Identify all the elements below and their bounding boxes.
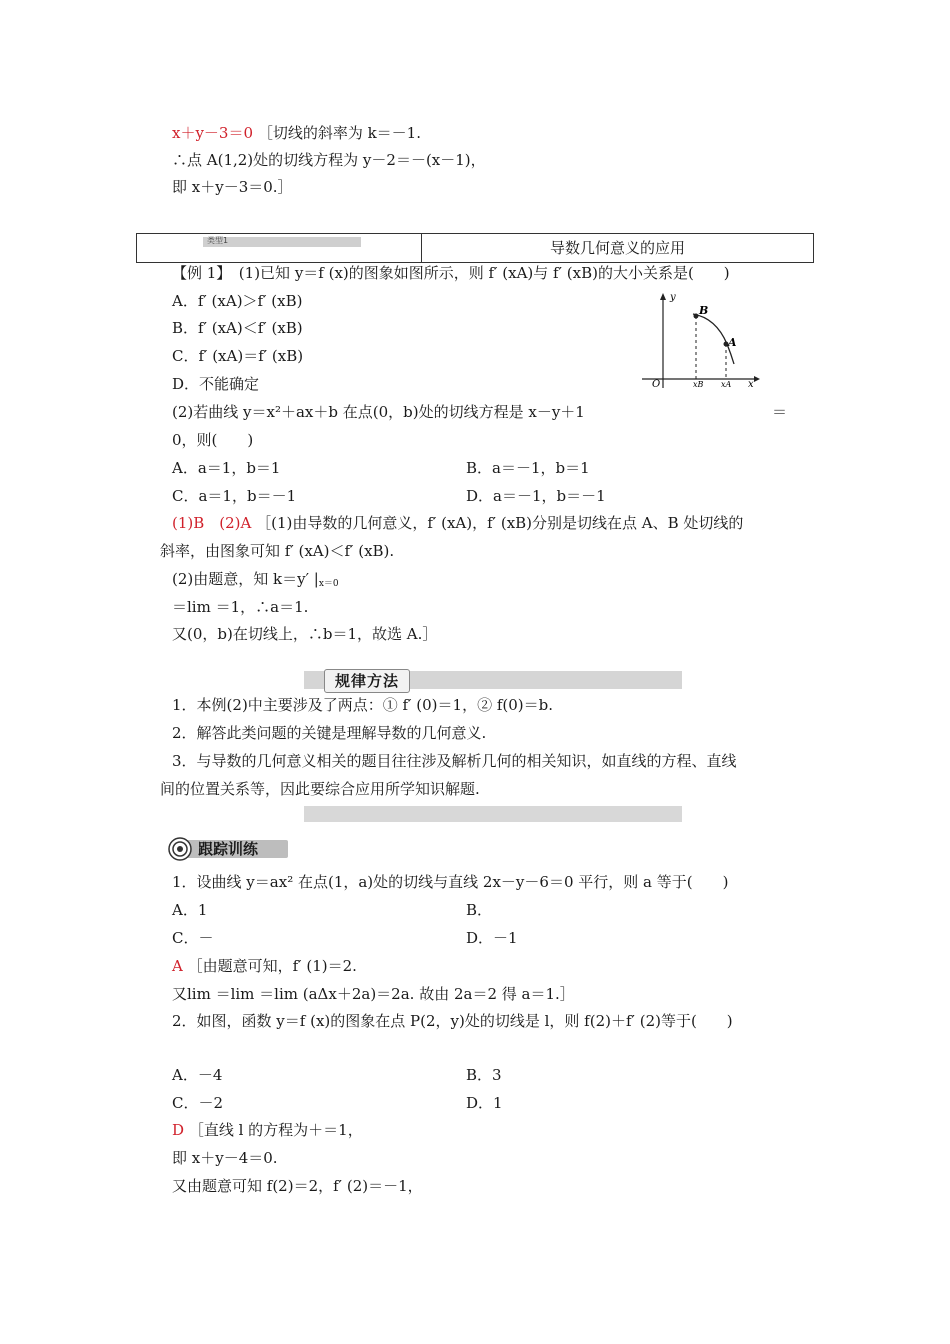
example-sol3-sub: x＝0 <box>318 579 339 589</box>
point-a-label: A <box>728 336 737 349</box>
track-q1-option-b: B． <box>466 901 493 919</box>
origin-label: O <box>652 379 661 390</box>
track-q1: 1．设曲线 y＝ax² 在点(1，a)处的切线与直线 2x－y－6＝0 平行，则 a 等于( ) <box>172 873 729 891</box>
track-q1-option-d: D．－1 <box>466 929 518 947</box>
track-q2-option-a: A．－4 <box>172 1066 223 1084</box>
example-sol3-text: (2)由题意，知 k＝y′ | <box>172 570 319 588</box>
rule-section-label: 规律方法 <box>324 669 410 693</box>
type-tag-label: 类型1 <box>207 236 229 245</box>
track-q1-solution-2: 又lim ＝lim ＝lim (aΔx＋2a)＝2a. 故由 2a＝2 得 a＝1.］ <box>172 985 575 1003</box>
track-q1-option-a: A．1 <box>172 901 208 919</box>
example-answer: (1)B (2)A <box>172 514 252 532</box>
example-q2-option-a: A．a＝1，b＝1 <box>172 459 281 477</box>
track-q2-option-d: D．1 <box>466 1094 503 1112</box>
example-option-d: D．不能确定 <box>172 375 260 393</box>
track-q2-solution-2: 即 x＋y－4＝0. <box>172 1149 278 1167</box>
rule-section-bar <box>304 671 682 689</box>
example-q2-option-c: C．a＝1，b＝－1 <box>172 487 297 505</box>
top-answer: x＋y－3＝0 <box>172 124 254 142</box>
track-q1-solution-1 <box>172 956 357 976</box>
example-option-a: A．f′ (xA)＞f′ (xB) <box>172 292 303 310</box>
target-icon <box>168 837 192 861</box>
example-solution-3 <box>172 569 339 594</box>
rule-item-1: 1．本例(2)中主要涉及了两点：① f′ (0)＝1，② f(0)＝b. <box>172 696 554 714</box>
xb-label: xB <box>693 380 704 389</box>
top-line-1 <box>172 123 421 143</box>
track-q2-option-b: B．3 <box>466 1066 502 1084</box>
type-title: 导数几何意义的应用 <box>549 239 685 257</box>
y-axis-arrow <box>660 293 666 300</box>
rule-section-end-bar <box>304 806 682 822</box>
y-axis-label: y <box>670 292 676 303</box>
example-solution-2: 斜率，由图象可知 f′ (xA)＜f′ (xB). <box>160 542 395 560</box>
track-q2-solution-1 <box>172 1120 363 1140</box>
example-q2-option-d: D．a＝－1，b＝－1 <box>466 487 606 505</box>
example-solution-1 <box>172 513 743 533</box>
example-q2-option-b: B．a＝－1，b＝1 <box>466 459 590 477</box>
example-q2-eq: ＝ <box>772 403 788 421</box>
track-q2-solution-3: 又由题意可知 f(2)＝2，f′ (2)＝－1， <box>172 1177 423 1195</box>
top-line-2: ∴点 A(1,2)处的切线方程为 y－2＝－(x－1)， <box>172 151 486 169</box>
point-b <box>694 314 699 319</box>
example-q2-line1: (2)若曲线 y＝x²＋ax＋b 在点(0，b)处的切线方程是 x－y＋1 <box>172 403 585 421</box>
rule-item-2: 2．解答此类问题的关键是理解导数的几何意义. <box>172 724 487 742</box>
top-line-3: 即 x＋y－3＝0.］ <box>172 178 293 196</box>
example-option-c: C．f′ (xA)＝f′ (xB) <box>172 347 304 365</box>
type-title-left <box>137 234 422 262</box>
example-stem: 【例 1】 (1)已知 y＝f (x)的图象如图所示，则 f′ (xA)与 f′ (xB)的大小关系是( ) <box>172 264 730 282</box>
track-q2-sol1-text: ［直线 l 的方程为＋＝1， <box>188 1121 363 1139</box>
function-graph <box>636 290 762 390</box>
track-q2: 2．如图，函数 y＝f (x)的图象在点 P(2，y)处的切线是 l，则 f(2)＋f′ (2)等于( ) <box>172 1012 733 1030</box>
example-q2-line2: 0，则( ) <box>172 431 254 449</box>
xa-label: xA <box>721 380 732 389</box>
track-header-label: 跟踪训练 <box>198 840 259 858</box>
track-q2-option-c: C．－2 <box>172 1094 224 1112</box>
rule-item-3: 3．与导数的几何意义相关的题目往往涉及解析几何的相关知识，如直线的方程、直线 <box>172 752 737 770</box>
example-solution-5: 又(0，b)在切线上，∴b＝1，故选 A.］ <box>172 625 438 643</box>
example-sol1-text: ［(1)由导数的几何意义，f′ (xA)，f′ (xB)分别是切线在点 A、B 处切线的 <box>256 514 744 532</box>
x-axis-arrow <box>754 376 760 382</box>
track-q1-answer: A <box>172 957 183 975</box>
track-q1-option-c: C．－ <box>172 929 214 947</box>
example-option-b: B．f′ (xA)＜f′ (xB) <box>172 319 303 337</box>
x-axis-label: x <box>748 379 754 390</box>
top-line1-rest: ［切线的斜率为 k＝－1. <box>257 124 421 142</box>
example-solution-4: ＝lim ＝1，∴a＝1. <box>172 598 309 616</box>
track-training-header <box>168 837 288 859</box>
track-q1-sol1-text: ［由题意可知，f′ (1)＝2. <box>187 957 357 975</box>
rule-item-3-cont: 间的位置关系等，因此要综合应用所学知识解题. <box>160 780 480 798</box>
point-b-label: B <box>699 304 709 317</box>
track-q2-answer: D <box>172 1121 185 1139</box>
type-title-box <box>136 233 814 263</box>
